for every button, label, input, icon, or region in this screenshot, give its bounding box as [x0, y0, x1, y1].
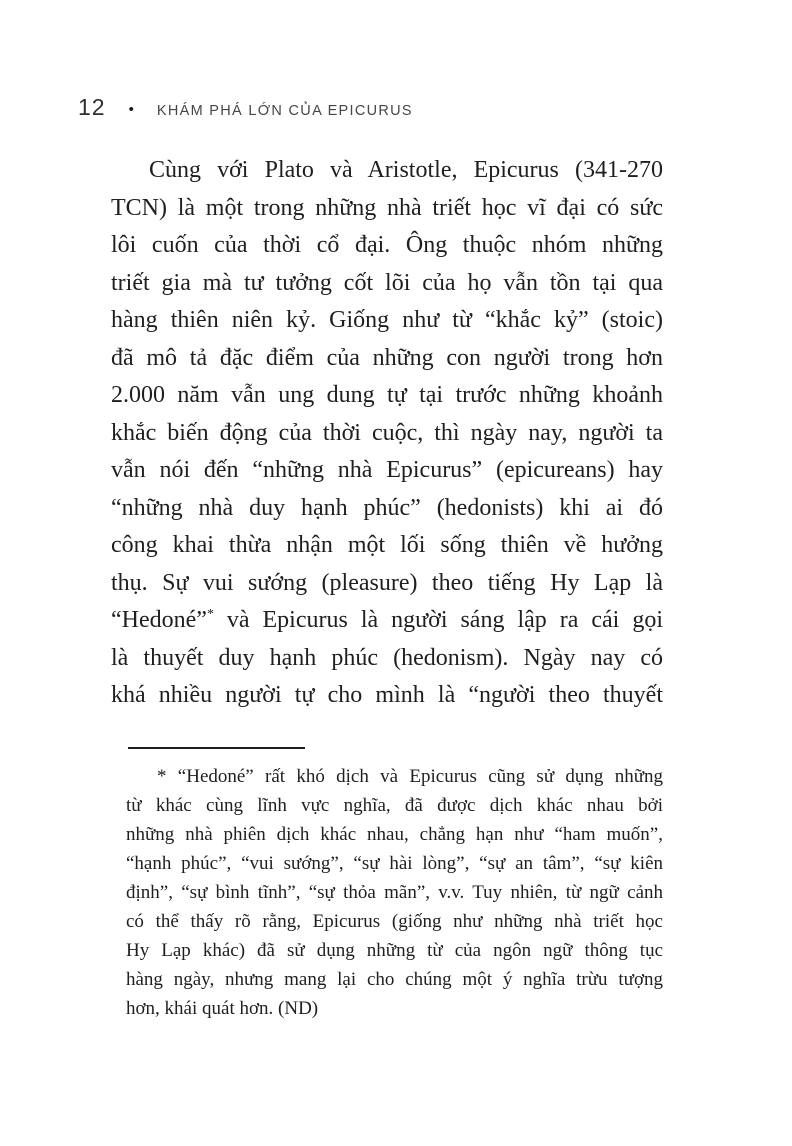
body-line: lôi cuốn của thời cổ đại. Ông thuộc nhóm những — [111, 232, 663, 258]
footnote-line: “hạnh phúc”, “vui sướng”, “sự hài lòng”, “sự an tâm”, “sự kiên — [126, 853, 663, 874]
footnote-line: định”, “sự bình tĩnh”, “sự thỏa mãn”, v.v. Tuy nhiên, từ ngữ cảnh — [126, 882, 663, 903]
body-line: khắc biến động của thời cuộc, thì ngày nay, người ta — [111, 419, 663, 446]
running-header — [78, 94, 413, 121]
body-line: Cùng với Plato và Aristotle, Epicurus (341-270 — [149, 157, 663, 183]
footnote-marker: * — [206, 607, 214, 622]
body-line: khá nhiều người tự cho mình là “người theo thuyết — [111, 682, 663, 708]
footnote-line: Hy Lạp khác) đã sử dụng những từ của ngôn ngữ thông tục — [126, 940, 663, 961]
footnote — [126, 762, 663, 1023]
page-number: 12 — [78, 94, 106, 120]
body-line: hàng thiên niên kỷ. Giống như từ “khắc kỷ” (stoic) — [111, 307, 663, 333]
body-line: 2.000 năm vẫn ung dung tự tại trước những khoảnh — [111, 382, 663, 408]
footnote-line: từ khác cùng lĩnh vực nghĩa, đã được dịch khác nhau bởi — [126, 795, 663, 816]
body-line: thụ. Sự vui sướng (pleasure) theo tiếng Hy Lạp là — [111, 569, 663, 596]
footnote-line: hàng ngày, nhưng mang lại cho chúng một ý nghĩa trừu tượng — [126, 969, 663, 990]
footnote-line: * “Hedoné” rất khó dịch và Epicurus cũng sử dụng những — [157, 766, 663, 787]
body-line: công khai thừa nhận một lối sống thiên về hưởng — [111, 532, 663, 558]
body-line: đã mô tả đặc điểm của những con người trong hơn — [111, 344, 663, 371]
body-line: TCN) là một trong những nhà triết học vĩ đại có sức — [111, 194, 663, 221]
body-line: “những nhà duy hạnh phúc” (hedonists) khi ai đó — [111, 494, 663, 521]
footnote-line: có thể thấy rõ rằng, Epicurus (giống như những nhà triết học — [126, 911, 663, 932]
bullet-icon: • — [128, 101, 134, 118]
running-header-title: KHÁM PHÁ LỚN CỦA EPICURUS — [156, 103, 413, 119]
footnote-line: hơn, khái quát hơn. (ND) — [126, 998, 319, 1019]
body-line: triết gia mà tư tưởng cốt lõi của họ vẫn tồn tại qua — [111, 269, 663, 296]
body-paragraph — [111, 152, 663, 715]
body-line: là thuyết duy hạnh phúc (hedonism). Ngày nay có — [111, 644, 663, 671]
body-line: “Hedoné”* và Epicurus là người sáng lập ra cái gọi — [111, 607, 663, 633]
footnote-separator — [128, 747, 305, 749]
body-line: vẫn nói đến “những nhà Epicurus” (epicureans) hay — [111, 457, 663, 483]
footnote-line: những nhà phiên dịch khác nhau, chẳng hạn như “ham muốn”, — [126, 824, 663, 845]
